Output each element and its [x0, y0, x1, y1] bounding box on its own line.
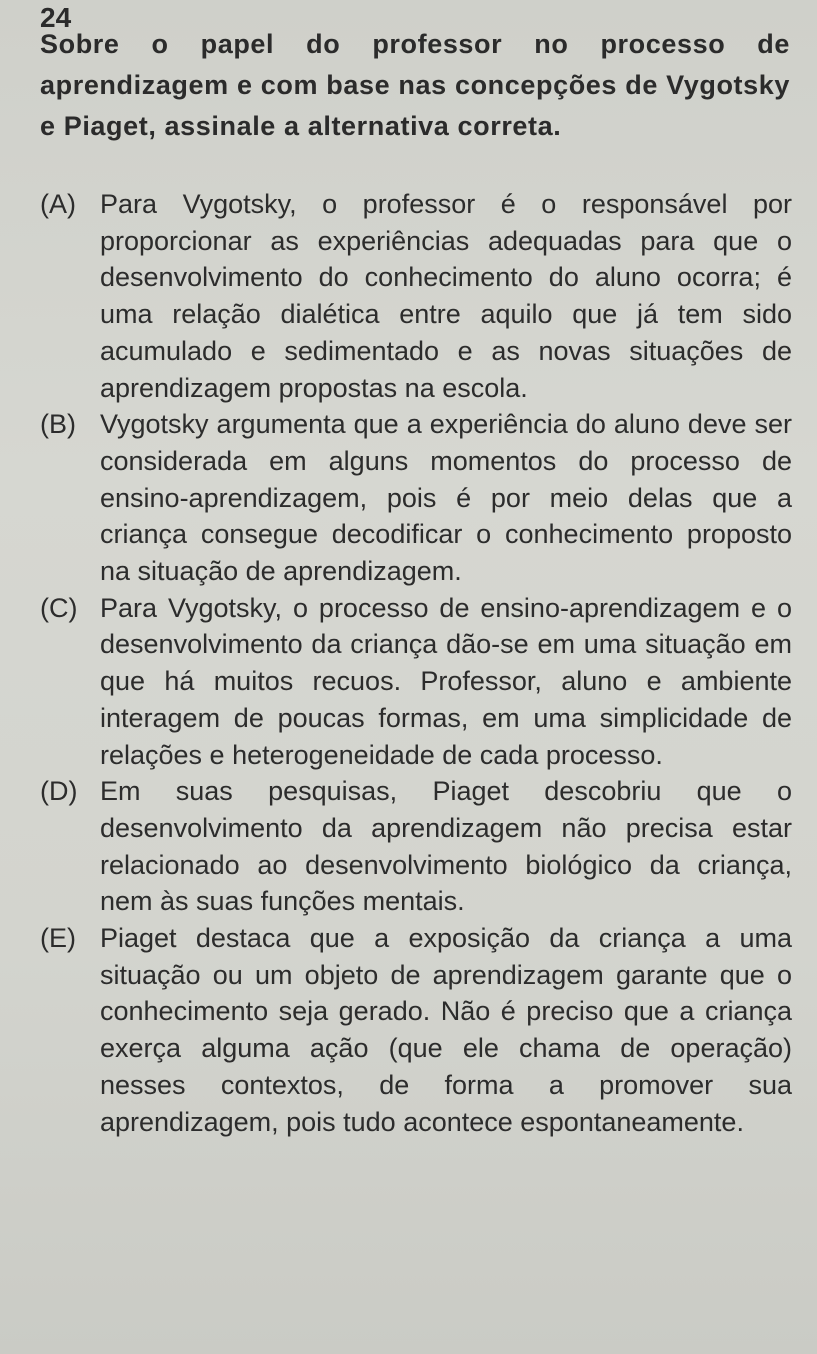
question-number: 24: [40, 2, 72, 33]
option-b[interactable]: [40, 406, 792, 590]
option-c-letter: (C): [40, 592, 78, 623]
option-d-text: Em suas pesquisas, Piaget descobriu que o desenvolvimento da aprendizagem não precisa estar relacionado ao desenvolvimento biológico da criança, nem às suas funções mentais.: [100, 776, 792, 917]
option-c-text: Para Vygotsky, o processo de ensino-aprendizagem e o desenvolvimento da criança dão-se em uma situação em que há muitos recuos. Professor, aluno e ambiente interagem de poucas formas, em uma simplicidade de relações e heterogeneidade de cada processo.: [100, 592, 792, 770]
question-stem: Sobre o papel do professor no processo de aprendizagem e com base nas concepções de Vygotsky e Piaget, assinale a alternativa correta.: [40, 29, 790, 141]
option-c[interactable]: [40, 590, 792, 774]
option-d-letter: (D): [40, 776, 78, 807]
option-d[interactable]: [40, 773, 792, 920]
option-e-letter: (E): [40, 923, 76, 954]
answer-options: [40, 186, 792, 1140]
option-a-text: Para Vygotsky, o professor é o responsável por proporcionar as experiências adequadas para que o desenvolvimento do conhecimento do aluno ocorra; é uma relação dialética entre aquilo que já tem sido acumulado e sedimentado e as novas situações de aprendizagem propostas na escola.: [100, 189, 792, 403]
option-a[interactable]: [40, 186, 792, 406]
option-b-text: Vygotsky argumenta que a experiência do aluno deve ser considerada em alguns momentos do processo de ensino-aprendizagem, pois é por meio delas que a criança consegue decodificar o conhecimento proposto na situação de aprendizagem.: [100, 409, 792, 587]
option-b-letter: (B): [40, 409, 76, 440]
option-e[interactable]: [40, 920, 792, 1140]
option-e-text: Piaget destaca que a exposição da criança a uma situação ou um objeto de aprendizagem garante que o conhecimento seja gerado. Não é preciso que a criança exerça alguma ação (que ele chama de operação) nesses contextos, de forma a promover sua aprendizagem, pois tudo acontece espontaneamente.: [100, 923, 792, 1137]
option-a-letter: (A): [40, 189, 76, 219]
